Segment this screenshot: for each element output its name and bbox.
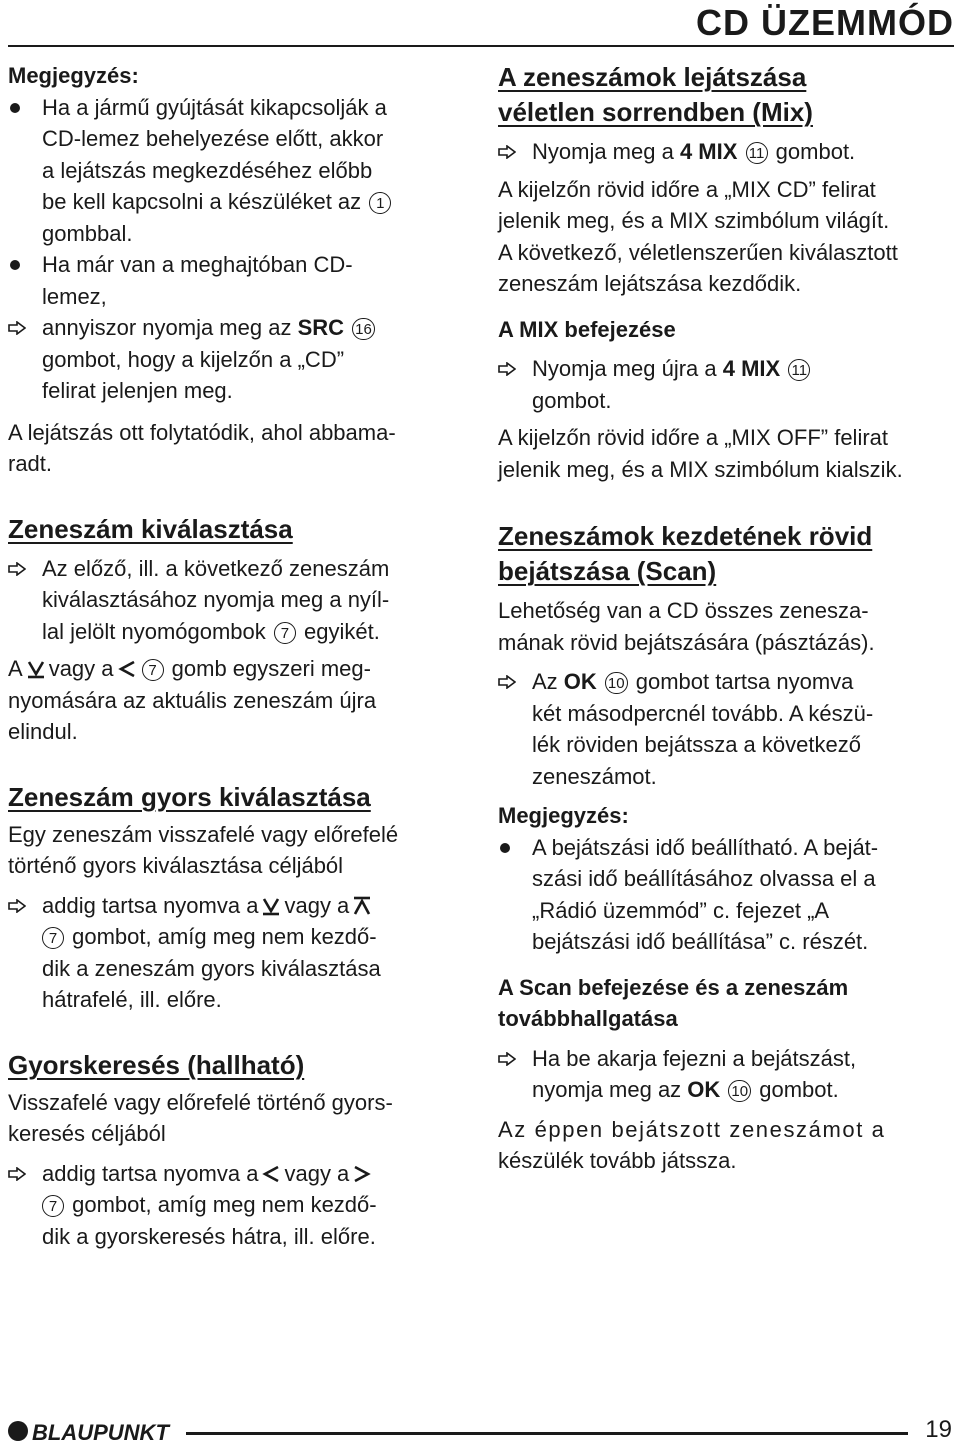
text-line: Nyomja meg a 4 MIX 11 gombot.: [532, 139, 856, 164]
text-line: A vagy a 7 gomb egyszeri meg-: [8, 656, 371, 681]
step-press-mix-again: [498, 353, 954, 416]
text-line: lal jelölt nyomógombok 7 egyikét.: [42, 618, 380, 644]
header-rule: [8, 45, 954, 47]
text-line: dik a zeneszám gyors kiválasztása: [42, 955, 381, 981]
text-line: két másodpercnél tovább. A készü-: [532, 700, 874, 726]
step-arrow-icon: [498, 362, 516, 376]
key-number-badge: 7: [274, 622, 296, 644]
step-fast-select: [8, 890, 464, 1016]
text-line: gombbal.: [42, 220, 133, 246]
text-line: Ha a jármű gyújtását kikapcsolják a: [42, 94, 387, 120]
text-line: „Rádió üzemmód” c. fejezet „A: [532, 897, 830, 923]
key-number-badge: 11: [788, 359, 810, 381]
step-arrow-icon: [498, 675, 516, 689]
step-arrow-icon: [8, 562, 26, 576]
text-line: dik a gyorskeresés hátra, ill. előre.: [42, 1223, 376, 1249]
step-arrow-icon: [8, 1167, 26, 1181]
footer-rule: [186, 1432, 908, 1435]
key-number-badge: 10: [605, 672, 628, 694]
right-key-icon: [352, 1164, 372, 1184]
text-line: elindul.: [8, 719, 78, 744]
text-line: 7 gombot, amíg meg nem kezdő-: [42, 1189, 464, 1221]
section-heading-mix-line2: véletlen sorrendben (Mix): [498, 97, 813, 127]
text-line: jelenik meg, és a MIX szimbólum világít.: [498, 208, 890, 233]
subheading-scan-end: A Scan befejezése és a zeneszám: [498, 974, 849, 1000]
section-heading-track-select: Zeneszám kiválasztása: [8, 513, 293, 544]
text-line: 7 gombot, amíg meg nem kezdő-: [42, 921, 464, 953]
down-key-icon: [261, 896, 281, 916]
text-line: mának rövid bejátszására (pásztázás).: [498, 629, 875, 655]
text-line: Ha már van a meghajtóban CD-: [42, 252, 353, 277]
note-bullet-scan-time: [498, 832, 954, 958]
text-line: Egy zeneszám visszafelé vagy előrefelé: [8, 821, 399, 847]
text-line: addig tartsa nyomva a vagy a: [42, 890, 464, 922]
text-line: nyomására az aktuális zeneszám újra: [8, 687, 377, 713]
step-select-track: [8, 553, 464, 648]
section-heading-scan: Zeneszámok kezdetének rövid: [498, 521, 873, 551]
key-number-badge: 7: [42, 1195, 64, 1217]
text-line: zeneszámot.: [532, 763, 657, 789]
text-line: készülék tovább játssza.: [498, 1148, 737, 1173]
step-press-src: [8, 312, 464, 407]
subheading-mix-end: A MIX befejezése: [498, 316, 676, 342]
key-number-badge: 11: [746, 142, 768, 164]
step-arrow-icon: [498, 145, 516, 159]
text-line: Lehetőség van a CD összes zenesza-: [498, 598, 869, 623]
text-line: Az éppen bejátszott zeneszámot a: [498, 1116, 886, 1142]
key-number-badge: 7: [42, 927, 64, 949]
section-heading-fast-select: Zeneszám gyors kiválasztása: [8, 781, 371, 812]
left-column: [8, 60, 464, 1252]
step-arrow-icon: [8, 321, 26, 335]
right-column: [498, 60, 954, 1177]
text-line: gombot, hogy a kijelzőn a „CD”: [42, 346, 345, 372]
text-line: Az előző, ill. a következő zeneszám: [42, 555, 390, 581]
text-line: A kijelzőn rövid időre a „MIX OFF” felirat: [498, 425, 889, 450]
text-line: szási idő beállításához olvassa el a: [532, 866, 876, 891]
text-line: CD-lemez behelyezése előtt, akkor: [42, 126, 384, 151]
text-line: Nyomja meg újra a 4 MIX 11: [532, 353, 954, 385]
text-line: Visszafelé vagy előrefelé történő gyors-: [8, 1089, 393, 1115]
step-hold-ok: [498, 666, 954, 792]
step-press-mix: [498, 136, 954, 168]
text-line: nyomja meg az OK 10 gombot.: [532, 1077, 839, 1102]
bullet-icon: [498, 832, 526, 864]
key-number-badge: 1: [369, 192, 391, 214]
text-line: bejátszási idő beállítása” c. részét.: [532, 929, 869, 954]
text-line: felirat jelenjen meg.: [42, 378, 233, 403]
page-title: CD ÜZEMMÓD: [696, 2, 954, 43]
text-line: Az OK 10 gombot tartsa nyomva: [532, 669, 854, 694]
step-arrow-icon: [498, 1052, 516, 1066]
brand-wordmark: BLAUPUNKT: [32, 1420, 169, 1444]
subheading-scan-end-line2: továbbhallgatása: [498, 1006, 678, 1031]
page-header: [0, 0, 960, 48]
text-line: radt.: [8, 451, 53, 476]
text-line: annyiszor nyomja meg az SRC 16: [42, 312, 464, 344]
section-heading-mix: A zeneszámok lejátszása: [498, 62, 807, 92]
text-line: történő gyors kiválasztása céljából: [8, 853, 344, 878]
note-bullet-ignition: [8, 92, 464, 250]
note-heading: Megjegyzés:: [8, 63, 139, 88]
down-key-icon: [26, 659, 46, 679]
text-line: A bejátszási idő beállítható. A beját-: [532, 834, 879, 860]
text-line: lék röviden bejátssza a következő: [532, 732, 861, 757]
text-line: hátrafelé, ill. előre.: [42, 987, 222, 1012]
text-line: keresés céljából: [8, 1121, 166, 1146]
section-heading-scan-line2: bejátszása (Scan): [498, 556, 717, 586]
text-line: A lejátszás ott folytatódik, ahol abbama-: [8, 419, 396, 445]
text-line: kiválasztásához nyomja meg a nyíl-: [42, 587, 390, 612]
left-key-icon: [261, 1164, 281, 1184]
text-line: addig tartsa nyomva a vagy a: [42, 1158, 464, 1190]
note-bullet-cd-inserted: [8, 249, 464, 312]
key-number-badge: 7: [142, 659, 164, 681]
key-number-badge: 10: [728, 1080, 751, 1102]
text-line: zeneszám lejátszása kezdődik.: [498, 271, 802, 296]
text-line: be kell kapcsolni a készüléket az 1: [42, 186, 464, 218]
text-line: A kijelzőn rövid időre a „MIX CD” felirat: [498, 176, 876, 202]
up-key-icon: [352, 896, 372, 916]
bullet-icon: [8, 92, 36, 124]
text-line: lemez,: [42, 283, 107, 309]
text-line: jelenik meg, és a MIX szimbólum kialszik.: [498, 456, 903, 482]
bullet-icon: [8, 249, 36, 281]
section-heading-audible-search: Gyorskeresés (hallható): [8, 1049, 305, 1080]
page-number: 19: [925, 1416, 952, 1443]
step-arrow-icon: [8, 899, 26, 913]
text-line: A következő, véletlenszerűen kiválasztott: [498, 239, 898, 265]
left-key-icon: [117, 659, 137, 679]
key-number-badge: 16: [352, 318, 375, 340]
blaupunkt-logo: [6, 1418, 184, 1444]
text-line: gombot.: [532, 387, 612, 413]
text-line: a lejátszás megkezdéséhez előbb: [42, 157, 373, 183]
text-line: Ha be akarja fejezni a bejátszást,: [532, 1045, 857, 1071]
note-heading: Megjegyzés:: [498, 803, 629, 828]
page-footer: [0, 1410, 960, 1448]
step-audible-search: [8, 1158, 464, 1253]
step-stop-scan: [498, 1043, 954, 1106]
